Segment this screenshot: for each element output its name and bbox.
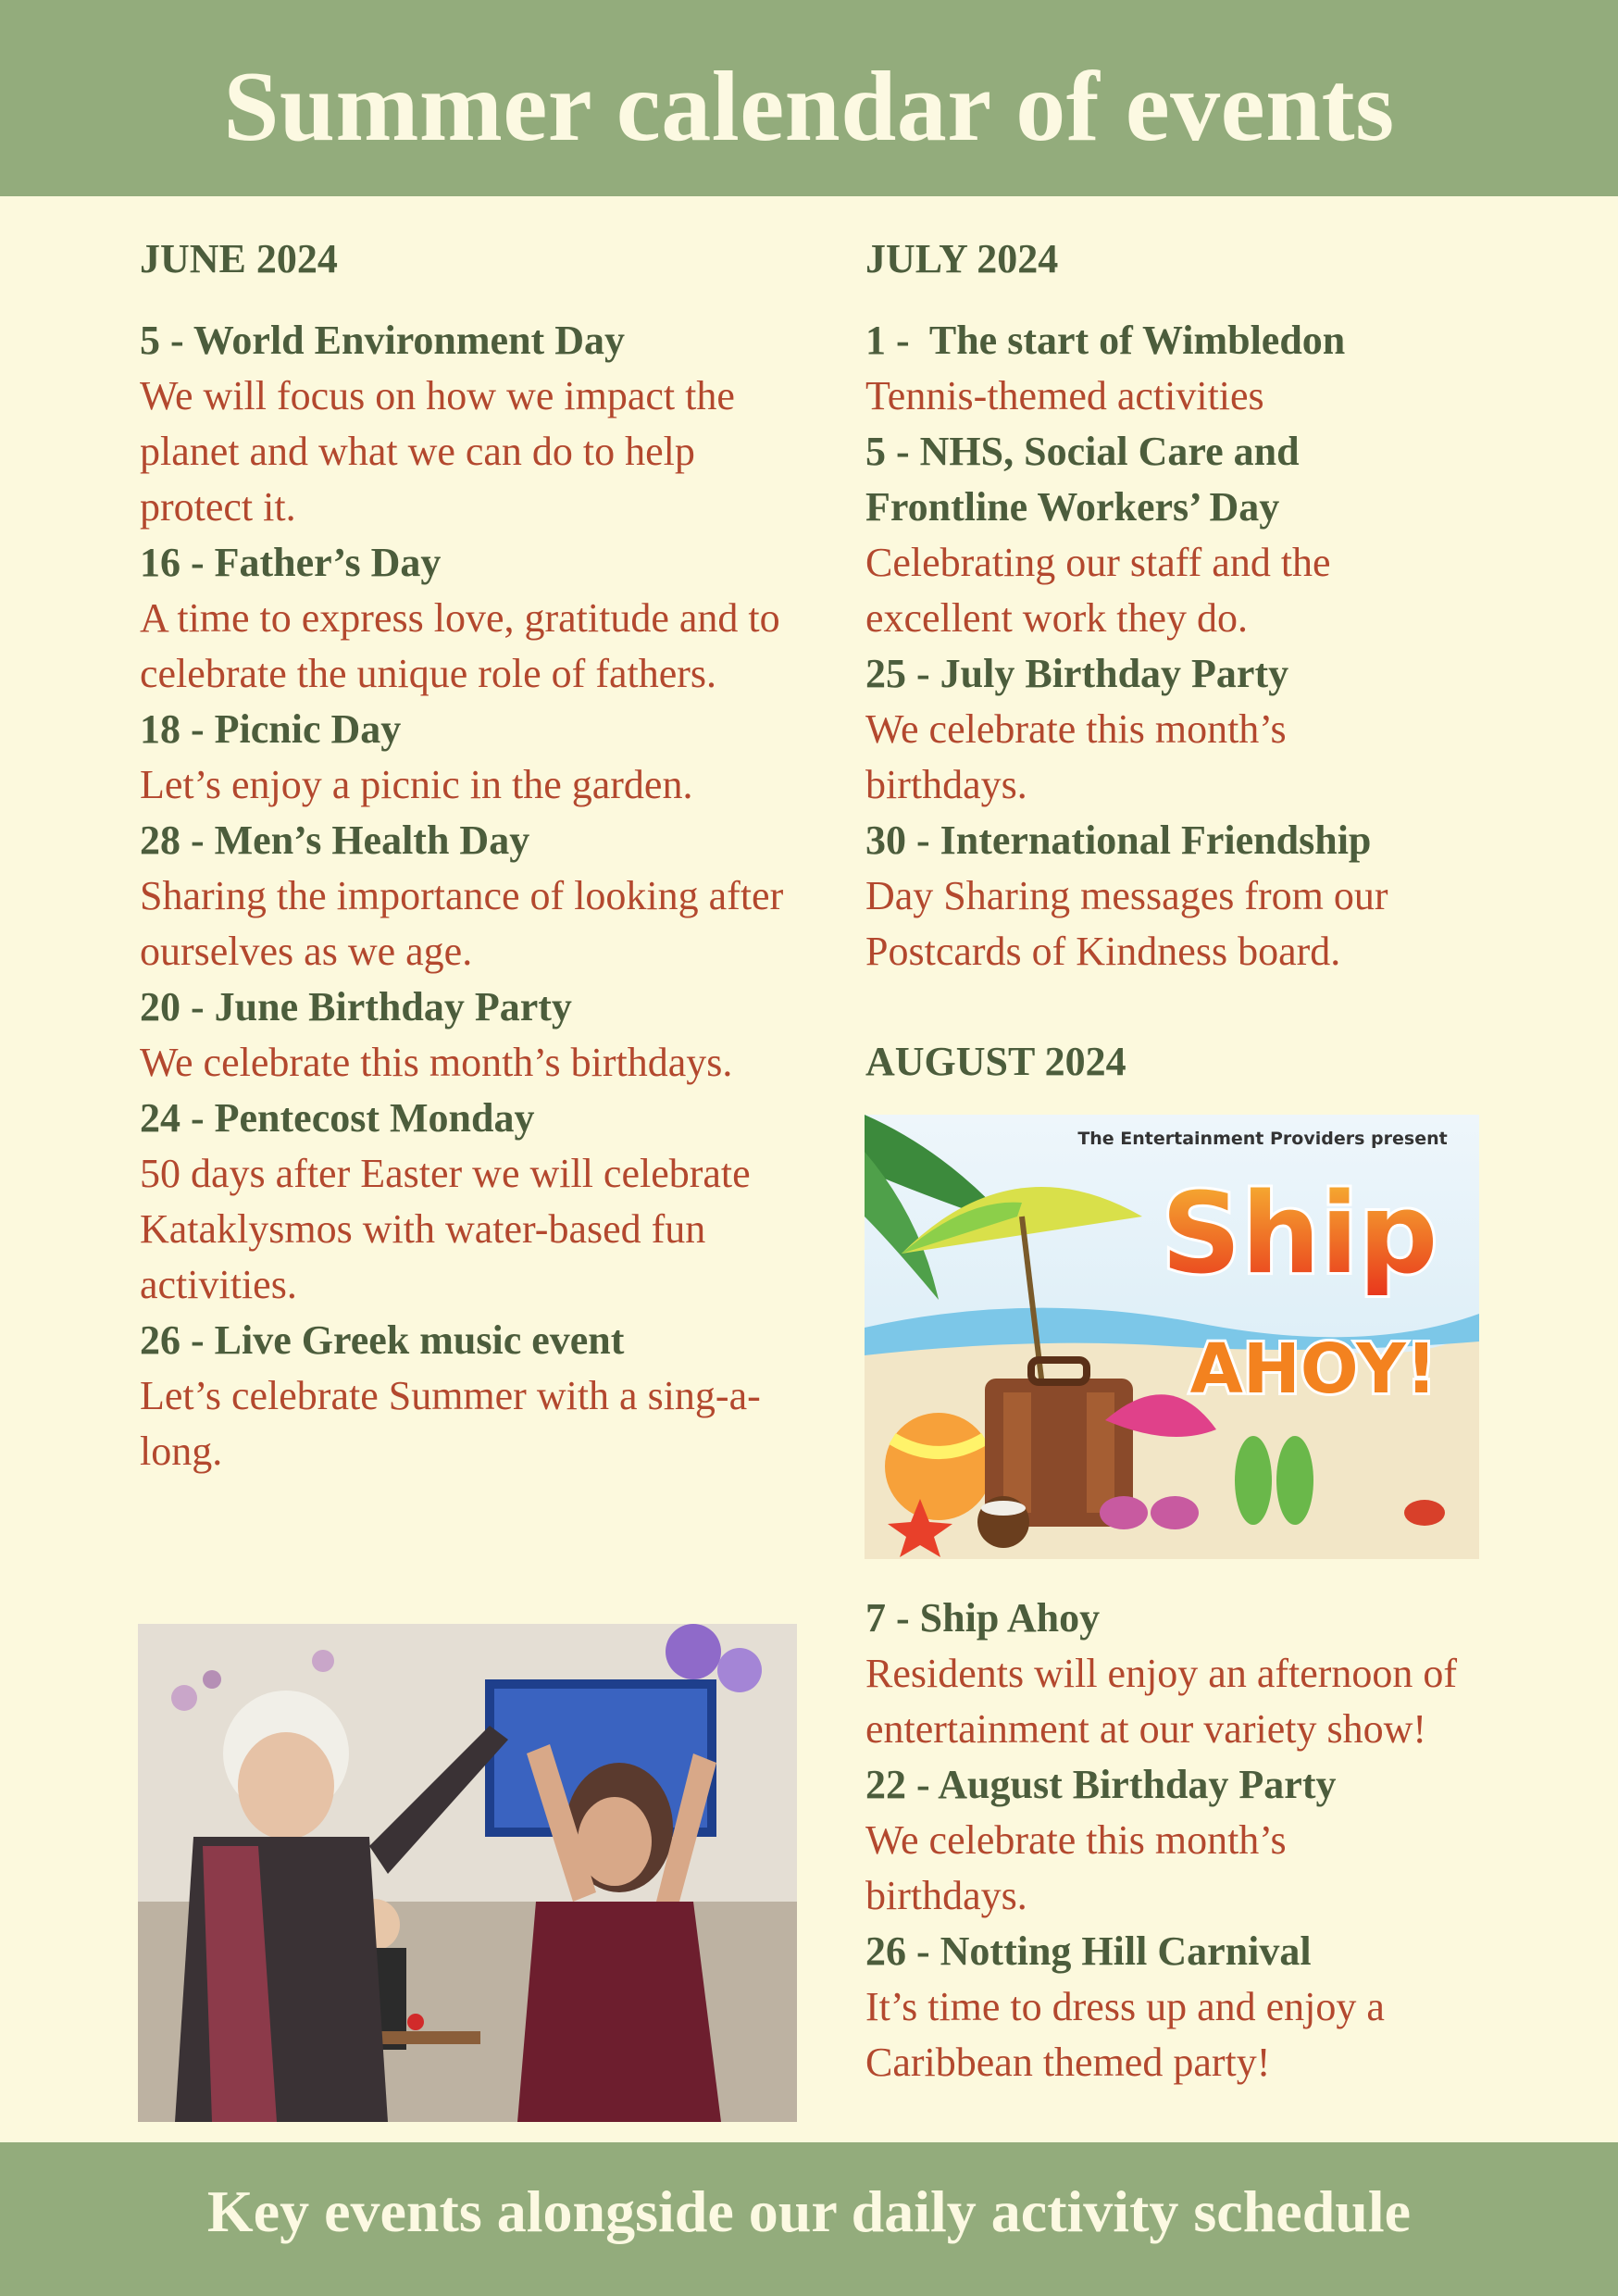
event-description: We celebrate this month’s birthdays. xyxy=(140,1040,733,1085)
event-title: 5 - World Environment Day xyxy=(140,318,625,363)
august-heading: AUGUST 2024 xyxy=(865,1039,1126,1084)
event-title: 28 - Men’s Health Day xyxy=(140,817,530,863)
list-item xyxy=(140,980,806,1091)
photo-illustration xyxy=(138,1624,797,2122)
list-item xyxy=(140,1313,806,1479)
event-description: It’s time to dress up and enjoy a Caribbean themed party! xyxy=(865,1984,1385,2085)
list-item xyxy=(140,813,806,980)
list-item xyxy=(140,535,806,702)
event-description: Tennis-themed activities xyxy=(865,373,1264,418)
event-title: 24 - Pentecost Monday xyxy=(140,1095,535,1141)
june-event-list xyxy=(140,313,806,1479)
june-heading: JUNE 2024 xyxy=(140,236,338,281)
page-footer xyxy=(0,2142,1618,2296)
page-title: Summer calendar of events xyxy=(223,52,1395,162)
event-title: 26 - Notting Hill Carnival xyxy=(865,1928,1312,1974)
list-item xyxy=(865,313,1532,424)
list-item xyxy=(865,424,1532,646)
list-item xyxy=(865,646,1532,813)
list-item xyxy=(865,1924,1550,2090)
event-description: Let’s enjoy a picnic in the garden. xyxy=(140,762,693,807)
list-item xyxy=(865,1757,1550,1924)
august-event-list xyxy=(865,1591,1550,2090)
poster-illustration xyxy=(865,1115,1479,1559)
june-column xyxy=(140,231,806,1479)
footer-text: Key events alongside our daily activity schedule xyxy=(206,2178,1412,2244)
event-description: Let’s celebrate Summer with a sing-a-long. xyxy=(140,1373,761,1474)
list-item xyxy=(140,702,806,813)
event-description: A time to express love, gratitude and to celebrate the unique role of fathers. xyxy=(140,595,780,696)
dancing-residents-photo xyxy=(138,1624,797,2122)
list-item xyxy=(140,313,806,535)
event-description: We celebrate this month’s birthdays. xyxy=(865,1817,1287,1918)
event-title: 30 - International Friendship xyxy=(865,817,1372,863)
event-title: 1 - The start of Wimbledon xyxy=(865,318,1346,363)
list-item xyxy=(865,813,1532,980)
event-title: 22 - August Birthday Party xyxy=(865,1762,1337,1807)
event-description: We will focus on how we impact the planet and what we can do to help protect it. xyxy=(140,373,735,530)
july-heading: JULY 2024 xyxy=(865,236,1059,281)
event-description: 50 days after Easter we will celebrate Kataklysmos with water-based fun activities. xyxy=(140,1151,751,1307)
event-title: 16 - Father’s Day xyxy=(140,540,442,585)
event-title: 26 - Live Greek music event xyxy=(140,1317,625,1363)
event-description: We celebrate this month’s birthdays. xyxy=(865,706,1287,807)
event-description: Residents will enjoy an afternoon of entertainment at our variety show! xyxy=(865,1651,1458,1752)
poster-ahoy-text: AHOY! xyxy=(1189,1329,1438,1409)
list-item xyxy=(140,1091,806,1313)
event-title: 18 - Picnic Day xyxy=(140,706,402,752)
event-description: Sharing the importance of looking after ourselves as we age. xyxy=(140,873,784,974)
event-title: 20 - June Birthday Party xyxy=(140,984,572,1029)
event-title: 7 - Ship Ahoy xyxy=(865,1595,1101,1641)
july-event-list xyxy=(865,313,1532,980)
poster-presenter-text: The Entertainment Providers present xyxy=(1077,1129,1448,1149)
poster-ship-text: Ship xyxy=(1161,1170,1438,1299)
event-description: Day Sharing messages from our Postcards of Kindness board. xyxy=(865,873,1388,974)
event-title: 5 - NHS, Social Care and Frontline Workers’ Day xyxy=(865,429,1310,530)
event-title: 25 - July Birthday Party xyxy=(865,651,1289,696)
ship-ahoy-poster xyxy=(865,1115,1479,1559)
list-item xyxy=(865,1591,1550,1757)
july-column xyxy=(865,231,1532,980)
page-header xyxy=(0,0,1618,196)
event-description: Celebrating our staff and the excellent work they do. xyxy=(865,540,1331,641)
